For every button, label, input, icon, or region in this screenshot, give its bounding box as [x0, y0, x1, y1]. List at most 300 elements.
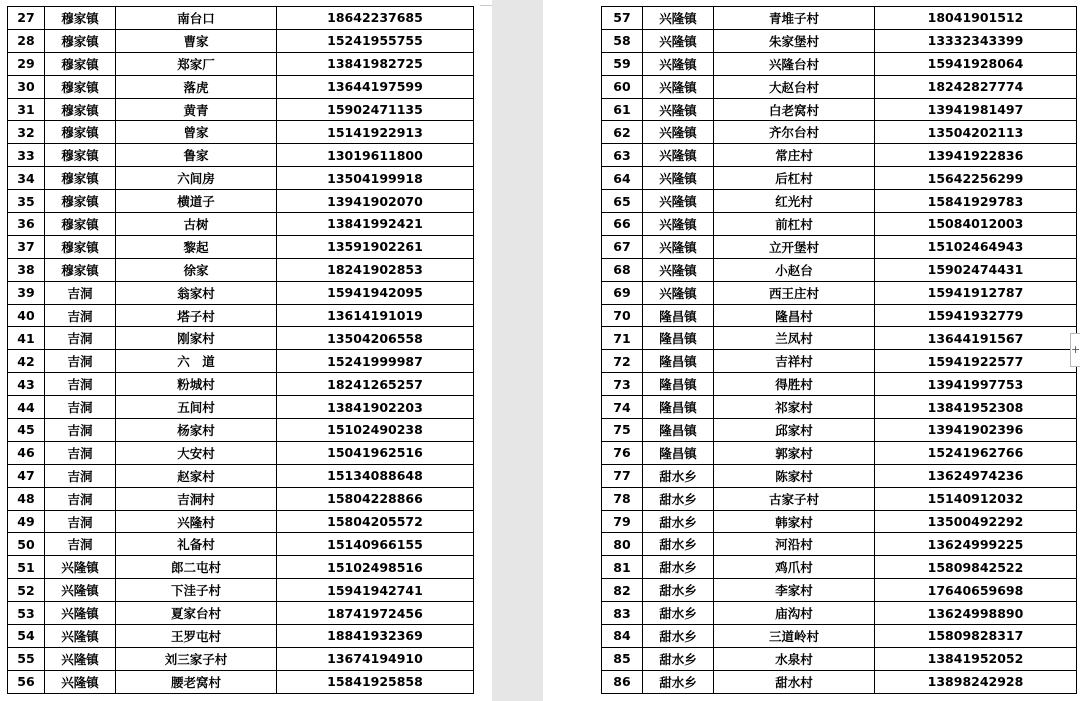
- table-row: [8, 121, 474, 144]
- phone-number-cell: 18241265257: [277, 373, 474, 396]
- town-cell: 兴隆镇: [643, 213, 714, 236]
- town-cell: 甜水乡: [643, 647, 714, 670]
- town-cell: 隆昌镇: [643, 419, 714, 442]
- town-cell: 兴隆镇: [45, 556, 116, 579]
- village-cell: 小赵台: [714, 258, 875, 281]
- row-number-cell: 48: [8, 487, 45, 510]
- town-cell: 吉洞: [45, 396, 116, 419]
- row-number-cell: 27: [8, 7, 45, 30]
- table-row: [8, 602, 474, 625]
- phone-number-cell: 18841932369: [277, 625, 474, 648]
- village-cell: 吉祥村: [714, 350, 875, 373]
- phone-number-cell: 18642237685: [277, 7, 474, 30]
- village-cell: 韩家村: [714, 510, 875, 533]
- row-number-cell: 70: [602, 304, 643, 327]
- phone-number-cell: 15804205572: [277, 510, 474, 533]
- row-number-cell: 39: [8, 281, 45, 304]
- town-cell: 隆昌镇: [643, 327, 714, 350]
- village-cell: 郎二屯村: [116, 556, 277, 579]
- village-cell: 徐家: [116, 258, 277, 281]
- phone-number-cell: 15241955755: [277, 29, 474, 52]
- town-cell: 兴隆镇: [643, 235, 714, 258]
- town-cell: 吉洞: [45, 533, 116, 556]
- row-number-cell: 84: [602, 625, 643, 648]
- table-row: [602, 258, 1077, 281]
- row-number-cell: 85: [602, 647, 643, 670]
- row-number-cell: 32: [8, 121, 45, 144]
- village-cell: 后杠村: [714, 167, 875, 190]
- row-number-cell: 72: [602, 350, 643, 373]
- village-cell: 郑家厂: [116, 52, 277, 75]
- village-cell: 横道子: [116, 190, 277, 213]
- row-number-cell: 66: [602, 213, 643, 236]
- town-cell: 隆昌镇: [643, 441, 714, 464]
- table-row: [8, 190, 474, 213]
- document-page-right: [543, 0, 1080, 701]
- phone-number-cell: 15102490238: [277, 419, 474, 442]
- town-cell: 穆家镇: [45, 190, 116, 213]
- phone-number-cell: 13019611800: [277, 144, 474, 167]
- table-row: [602, 396, 1077, 419]
- row-number-cell: 82: [602, 579, 643, 602]
- page-divider-line: [480, 5, 492, 6]
- village-cell: 西王庄村: [714, 281, 875, 304]
- phone-number-cell: 13841952308: [875, 396, 1077, 419]
- row-number-cell: 33: [8, 144, 45, 167]
- village-cell: 下洼子村: [116, 579, 277, 602]
- town-cell: 甜水乡: [643, 602, 714, 625]
- town-cell: 兴隆镇: [45, 579, 116, 602]
- phone-number-cell: 13624998890: [875, 602, 1077, 625]
- town-cell: 隆昌镇: [643, 373, 714, 396]
- row-number-cell: 36: [8, 213, 45, 236]
- village-cell: 五间村: [116, 396, 277, 419]
- village-cell: 前杠村: [714, 213, 875, 236]
- phone-number-cell: 15809828317: [875, 625, 1077, 648]
- town-cell: 隆昌镇: [643, 396, 714, 419]
- village-cell: 兴隆台村: [714, 52, 875, 75]
- row-number-cell: 65: [602, 190, 643, 213]
- phone-number-cell: 13841982725: [277, 52, 474, 75]
- phone-number-cell: 18241902853: [277, 258, 474, 281]
- village-cell: 落虎: [116, 75, 277, 98]
- table-row: [8, 281, 474, 304]
- village-cell: 兰凤村: [714, 327, 875, 350]
- village-cell: 河沿村: [714, 533, 875, 556]
- row-number-cell: 68: [602, 258, 643, 281]
- phone-number-cell: 15804228866: [277, 487, 474, 510]
- table-row: [8, 29, 474, 52]
- row-number-cell: 59: [602, 52, 643, 75]
- village-cell: 郭家村: [714, 441, 875, 464]
- phone-number-cell: 15902474431: [875, 258, 1077, 281]
- row-number-cell: 58: [602, 29, 643, 52]
- town-cell: 甜水乡: [643, 510, 714, 533]
- row-number-cell: 29: [8, 52, 45, 75]
- village-cell: 得胜村: [714, 373, 875, 396]
- town-cell: 兴隆镇: [643, 52, 714, 75]
- row-number-cell: 41: [8, 327, 45, 350]
- town-cell: 穆家镇: [45, 52, 116, 75]
- contact-table-left: [7, 6, 474, 694]
- town-cell: 吉洞: [45, 441, 116, 464]
- row-number-cell: 42: [8, 350, 45, 373]
- town-cell: 甜水乡: [643, 487, 714, 510]
- town-cell: 吉洞: [45, 304, 116, 327]
- phone-number-cell: 13332343399: [875, 29, 1077, 52]
- town-cell: 吉洞: [45, 350, 116, 373]
- table-row: [602, 75, 1077, 98]
- phone-number-cell: 13614191019: [277, 304, 474, 327]
- phone-number-cell: 15941928064: [875, 52, 1077, 75]
- row-number-cell: 38: [8, 258, 45, 281]
- row-number-cell: 43: [8, 373, 45, 396]
- village-cell: 鲁家: [116, 144, 277, 167]
- row-number-cell: 83: [602, 602, 643, 625]
- town-cell: 穆家镇: [45, 258, 116, 281]
- phone-number-cell: 17640659698: [875, 579, 1077, 602]
- village-cell: 青堆子村: [714, 7, 875, 30]
- table-row: [602, 52, 1077, 75]
- row-number-cell: 31: [8, 98, 45, 121]
- table-row: [8, 258, 474, 281]
- table-row: [602, 487, 1077, 510]
- table-row: [8, 441, 474, 464]
- table-body-left: [8, 7, 474, 694]
- table-row: [602, 304, 1077, 327]
- village-cell: 庙沟村: [714, 602, 875, 625]
- table-row: [602, 98, 1077, 121]
- town-cell: 吉洞: [45, 281, 116, 304]
- village-cell: 隆昌村: [714, 304, 875, 327]
- phone-number-cell: 15241962766: [875, 441, 1077, 464]
- row-number-cell: 63: [602, 144, 643, 167]
- phone-number-cell: 15084012003: [875, 213, 1077, 236]
- phone-number-cell: 15041962516: [277, 441, 474, 464]
- village-cell: 吉洞村: [116, 487, 277, 510]
- table-row: [8, 7, 474, 30]
- row-number-cell: 30: [8, 75, 45, 98]
- town-cell: 兴隆镇: [643, 7, 714, 30]
- row-number-cell: 47: [8, 464, 45, 487]
- table-row: [602, 121, 1077, 144]
- village-cell: 古树: [116, 213, 277, 236]
- row-number-cell: 76: [602, 441, 643, 464]
- row-number-cell: 50: [8, 533, 45, 556]
- town-cell: 兴隆镇: [45, 625, 116, 648]
- village-cell: 翁家村: [116, 281, 277, 304]
- town-cell: 穆家镇: [45, 75, 116, 98]
- row-number-cell: 52: [8, 579, 45, 602]
- phone-number-cell: 15941942741: [277, 579, 474, 602]
- table-row: [8, 625, 474, 648]
- phone-number-cell: 15140966155: [277, 533, 474, 556]
- town-cell: 吉洞: [45, 464, 116, 487]
- phone-number-cell: 15140912032: [875, 487, 1077, 510]
- phone-number-cell: 15134088648: [277, 464, 474, 487]
- town-cell: 兴隆镇: [643, 75, 714, 98]
- phone-number-cell: 13841992421: [277, 213, 474, 236]
- village-cell: 粉城村: [116, 373, 277, 396]
- row-number-cell: 71: [602, 327, 643, 350]
- table-row: [602, 441, 1077, 464]
- phone-number-cell: 13941922836: [875, 144, 1077, 167]
- row-number-cell: 37: [8, 235, 45, 258]
- table-row: [602, 281, 1077, 304]
- row-number-cell: 49: [8, 510, 45, 533]
- table-row: [602, 533, 1077, 556]
- village-cell: 刚家村: [116, 327, 277, 350]
- row-number-cell: 74: [602, 396, 643, 419]
- village-cell: 陈家村: [714, 464, 875, 487]
- phone-number-cell: 15102464943: [875, 235, 1077, 258]
- row-number-cell: 40: [8, 304, 45, 327]
- town-cell: 吉洞: [45, 510, 116, 533]
- table-row: [602, 373, 1077, 396]
- village-cell: 赵家村: [116, 464, 277, 487]
- table-row: [602, 510, 1077, 533]
- phone-number-cell: 15241999987: [277, 350, 474, 373]
- table-row: [8, 167, 474, 190]
- phone-number-cell: 15141922913: [277, 121, 474, 144]
- row-number-cell: 28: [8, 29, 45, 52]
- town-cell: 吉洞: [45, 487, 116, 510]
- row-number-cell: 54: [8, 625, 45, 648]
- table-row: [8, 556, 474, 579]
- table-row: [8, 235, 474, 258]
- table-row: [8, 487, 474, 510]
- phone-number-cell: 15941922577: [875, 350, 1077, 373]
- town-cell: 甜水乡: [643, 464, 714, 487]
- town-cell: 隆昌镇: [643, 350, 714, 373]
- town-cell: 甜水乡: [643, 579, 714, 602]
- village-cell: 六 道: [116, 350, 277, 373]
- row-number-cell: 34: [8, 167, 45, 190]
- town-cell: 甜水乡: [643, 556, 714, 579]
- village-cell: 曹家: [116, 29, 277, 52]
- table-row: [602, 167, 1077, 190]
- row-number-cell: 64: [602, 167, 643, 190]
- phone-number-cell: 18242827774: [875, 75, 1077, 98]
- table-row: [602, 213, 1077, 236]
- town-cell: 兴隆镇: [643, 190, 714, 213]
- town-cell: 兴隆镇: [643, 281, 714, 304]
- document-page-left: [0, 0, 492, 701]
- phone-number-cell: 15941932779: [875, 304, 1077, 327]
- village-cell: 六间房: [116, 167, 277, 190]
- town-cell: 穆家镇: [45, 144, 116, 167]
- table-row: [602, 670, 1077, 693]
- village-cell: 杨家村: [116, 419, 277, 442]
- row-number-cell: 44: [8, 396, 45, 419]
- table-row: [602, 419, 1077, 442]
- phone-number-cell: 15902471135: [277, 98, 474, 121]
- table-row: [8, 510, 474, 533]
- table-row: [602, 625, 1077, 648]
- table-row: [8, 52, 474, 75]
- table-row: [8, 396, 474, 419]
- add-row-handle[interactable]: +: [1070, 333, 1080, 367]
- village-cell: 李家村: [714, 579, 875, 602]
- village-cell: 邱家村: [714, 419, 875, 442]
- town-cell: 穆家镇: [45, 7, 116, 30]
- village-cell: 甜水村: [714, 670, 875, 693]
- row-number-cell: 56: [8, 670, 45, 693]
- table-row: [602, 29, 1077, 52]
- town-cell: 甜水乡: [643, 625, 714, 648]
- phone-number-cell: 13841952052: [875, 647, 1077, 670]
- town-cell: 吉洞: [45, 373, 116, 396]
- village-cell: 王罗屯村: [116, 625, 277, 648]
- phone-number-cell: 15841929783: [875, 190, 1077, 213]
- village-cell: 古家子村: [714, 487, 875, 510]
- contact-table-right: [601, 6, 1077, 694]
- town-cell: 兴隆镇: [643, 29, 714, 52]
- table-row: [602, 235, 1077, 258]
- table-row: [8, 350, 474, 373]
- table-row: [8, 75, 474, 98]
- village-cell: 黄青: [116, 98, 277, 121]
- phone-number-cell: 13941981497: [875, 98, 1077, 121]
- row-number-cell: 57: [602, 7, 643, 30]
- row-number-cell: 69: [602, 281, 643, 304]
- village-cell: 红光村: [714, 190, 875, 213]
- row-number-cell: 79: [602, 510, 643, 533]
- row-number-cell: 46: [8, 441, 45, 464]
- village-cell: 三道岭村: [714, 625, 875, 648]
- town-cell: 兴隆镇: [643, 167, 714, 190]
- town-cell: 兴隆镇: [643, 98, 714, 121]
- row-number-cell: 53: [8, 602, 45, 625]
- table-row: [8, 304, 474, 327]
- phone-number-cell: 15841925858: [277, 670, 474, 693]
- table-row: [602, 350, 1077, 373]
- row-number-cell: 62: [602, 121, 643, 144]
- phone-number-cell: 15809842522: [875, 556, 1077, 579]
- table-row: [602, 464, 1077, 487]
- town-cell: 隆昌镇: [643, 304, 714, 327]
- phone-number-cell: 13504206558: [277, 327, 474, 350]
- row-number-cell: 51: [8, 556, 45, 579]
- table-row: [8, 327, 474, 350]
- table-row: [8, 98, 474, 121]
- town-cell: 穆家镇: [45, 98, 116, 121]
- village-cell: 兴隆村: [116, 510, 277, 533]
- phone-number-cell: 13591902261: [277, 235, 474, 258]
- village-cell: 黎起: [116, 235, 277, 258]
- phone-number-cell: 13624974236: [875, 464, 1077, 487]
- table-row: [8, 373, 474, 396]
- table-row: [602, 7, 1077, 30]
- row-number-cell: 86: [602, 670, 643, 693]
- phone-number-cell: 15642256299: [875, 167, 1077, 190]
- village-cell: 夏家台村: [116, 602, 277, 625]
- village-cell: 曾家: [116, 121, 277, 144]
- village-cell: 白老窝村: [714, 98, 875, 121]
- town-cell: 穆家镇: [45, 121, 116, 144]
- town-cell: 兴隆镇: [45, 647, 116, 670]
- town-cell: 穆家镇: [45, 235, 116, 258]
- phone-number-cell: 13898242928: [875, 670, 1077, 693]
- phone-number-cell: 13941902070: [277, 190, 474, 213]
- village-cell: 常庄村: [714, 144, 875, 167]
- row-number-cell: 55: [8, 647, 45, 670]
- table-row: [8, 533, 474, 556]
- phone-number-cell: 13644197599: [277, 75, 474, 98]
- phone-number-cell: 15941912787: [875, 281, 1077, 304]
- town-cell: 穆家镇: [45, 29, 116, 52]
- phone-number-cell: 15941942095: [277, 281, 474, 304]
- table-row: [602, 602, 1077, 625]
- town-cell: 兴隆镇: [45, 670, 116, 693]
- village-cell: 鸡爪村: [714, 556, 875, 579]
- phone-number-cell: 18041901512: [875, 7, 1077, 30]
- row-number-cell: 73: [602, 373, 643, 396]
- village-cell: 大安村: [116, 441, 277, 464]
- village-cell: 南台口: [116, 7, 277, 30]
- town-cell: 甜水乡: [643, 533, 714, 556]
- table-row: [8, 419, 474, 442]
- village-cell: 水泉村: [714, 647, 875, 670]
- town-cell: 穆家镇: [45, 213, 116, 236]
- village-cell: 齐尔台村: [714, 121, 875, 144]
- row-number-cell: 81: [602, 556, 643, 579]
- town-cell: 穆家镇: [45, 167, 116, 190]
- phone-number-cell: 13644191567: [875, 327, 1077, 350]
- town-cell: 吉洞: [45, 419, 116, 442]
- row-number-cell: 35: [8, 190, 45, 213]
- phone-number-cell: 13500492292: [875, 510, 1077, 533]
- table-row: [602, 190, 1077, 213]
- phone-number-cell: 15102498516: [277, 556, 474, 579]
- village-cell: 腰老窝村: [116, 670, 277, 693]
- table-row: [602, 579, 1077, 602]
- town-cell: 兴隆镇: [643, 144, 714, 167]
- village-cell: 大赵台村: [714, 75, 875, 98]
- phone-number-cell: 13941902396: [875, 419, 1077, 442]
- phone-number-cell: 13841902203: [277, 396, 474, 419]
- table-body-right: [602, 7, 1077, 694]
- phone-number-cell: 13674194910: [277, 647, 474, 670]
- row-number-cell: 75: [602, 419, 643, 442]
- village-cell: 礼备村: [116, 533, 277, 556]
- table-row: [8, 213, 474, 236]
- village-cell: 立开堡村: [714, 235, 875, 258]
- phone-number-cell: 13941997753: [875, 373, 1077, 396]
- town-cell: 兴隆镇: [643, 258, 714, 281]
- village-cell: 祁家村: [714, 396, 875, 419]
- row-number-cell: 67: [602, 235, 643, 258]
- table-row: [8, 670, 474, 693]
- town-cell: 甜水乡: [643, 670, 714, 693]
- table-row: [8, 647, 474, 670]
- phone-number-cell: 13624999225: [875, 533, 1077, 556]
- table-row: [602, 647, 1077, 670]
- phone-number-cell: 18741972456: [277, 602, 474, 625]
- row-number-cell: 78: [602, 487, 643, 510]
- row-number-cell: 80: [602, 533, 643, 556]
- table-row: [602, 144, 1077, 167]
- row-number-cell: 60: [602, 75, 643, 98]
- row-number-cell: 77: [602, 464, 643, 487]
- table-row: [8, 144, 474, 167]
- town-cell: 兴隆镇: [643, 121, 714, 144]
- village-cell: 塔子村: [116, 304, 277, 327]
- village-cell: 朱家堡村: [714, 29, 875, 52]
- table-row: [602, 327, 1077, 350]
- phone-number-cell: 13504202113: [875, 121, 1077, 144]
- row-number-cell: 45: [8, 419, 45, 442]
